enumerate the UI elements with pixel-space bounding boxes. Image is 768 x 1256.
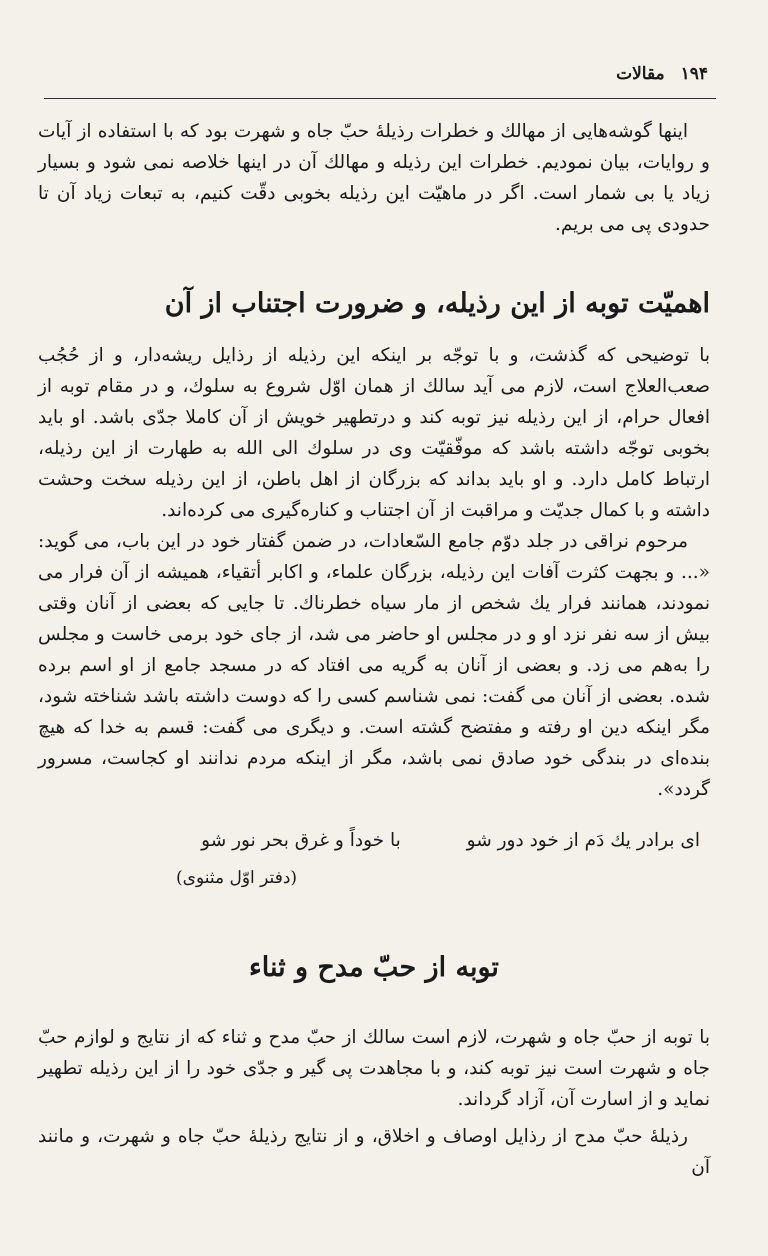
- page-number: ۱۹۴: [680, 64, 708, 84]
- poem-verse: [60, 830, 700, 851]
- header-divider: [44, 98, 716, 99]
- running-title: مقالات: [616, 64, 665, 84]
- section-2-body: [38, 1022, 710, 1183]
- section-2-title: توبه از حبّ مدح و ثناء: [249, 952, 499, 983]
- intro-block: [38, 116, 710, 240]
- intro-paragraph: اینها گوشه‌هایی از مهالك و خطرات رذیلهٔ حبّ جاه و شهرت بود که با استفاده از آیات و روایات، بیان نمودیم. خطرات این رذیله و مهالك آن در اینها خلاصه نمی شود و بسیار زیاد یا بی شمار است. اگر در ماهیّت این رذیله بخوبی دقّت کنیم، به تبعات زیاد آن تا حدودی پی می بریم.: [38, 121, 710, 235]
- section-1-title: اهمیّت توبه از این رذیله، و ضرورت اجتناب از آن: [164, 288, 710, 319]
- section-1-body: [38, 340, 710, 805]
- verse-first-hemistich: ای برادر یك دَم از خود دور شو: [466, 830, 700, 851]
- section-1-paragraph-2: مرحوم نراقی در جلد دوّم جامع السّعادات، در ضمن گفتار خود در این باب، می گوید: «... و بجهت کثرت آفات این رذیله، بزرگان علماء، و اکابر أتقیاء، همیشه از آن فرار می نمودند، همانند فرار یك شخص از مار سیاه خطرناك. تا جایی که بعضی از آنان وقتی بیش از سه نفر نزد او و در مجلس او حاضر می شد، از جای خود برمی خاست و مجلس را به‌هم می زد. و بعضی از آنان به گریه می افتاد که در مسجد جامع از او اسم برده شده. بعضی از آنان می گفت: نمی شناسم کسی را که دوست داشته باشد شناخته شود، مگر اینکه دین او رفته و مفتضح گشته است. و دیگری می گفت: قسم به خدا که هیچ بنده‌ای در بندگی خود صادق نمی باشد، مگر از اینکه مردم ندانند او کجاست، مسرور گردد».: [38, 531, 710, 800]
- running-head: [616, 64, 708, 84]
- section-1-paragraph-1: با توضیحی که گذشت، و با توجّه بر اینکه این رذیله از رذایل ریشه‌دار، و از حُجُب صعب‌العلاج است، لازم می آید سالك از همان اوّل شروع به سلوك، و در مقام توبه از افعال حرام، از این رذیله نیز توبه کند و درتطهیر خویش از آن کاملا جدّی باشد. او باید بخوبی توجّه داشته باشد که موفّقیّت وی در سلوك الی الله به طهارت از این رذیله، ارتباط کامل دارد. و او باید بداند که بزرگان از اهل باطن، از این رذیله سخت وحشت داشته و با کمال جدیّت و مراقبت از آن اجتناب و کناره‌گیری می کرده‌اند.: [38, 345, 710, 521]
- verse-second-hemistich: با خوداً و غرق بحر نور شو: [201, 830, 401, 851]
- section-2-paragraph-2: رذیلهٔ حبّ مدح از رذایل اوصاف و اخلاق، و از نتایج رذیلهٔ حبّ جاه و شهرت، و مانند آن: [38, 1126, 710, 1178]
- section-2-paragraph-1: با توبه از حبّ جاه و شهرت، لازم است سالك از حبّ مدح و ثناء که از نتایج و لوازم حبّ جاه و شهرت است نیز توبه کند، و با مجاهدت پی گیر و جدّی خود را از این رذیله تطهیر نماید و از اسارت آن، آزاد گرداند.: [38, 1027, 710, 1110]
- verse-source: (دفتر اوّل مثنوی): [176, 868, 298, 888]
